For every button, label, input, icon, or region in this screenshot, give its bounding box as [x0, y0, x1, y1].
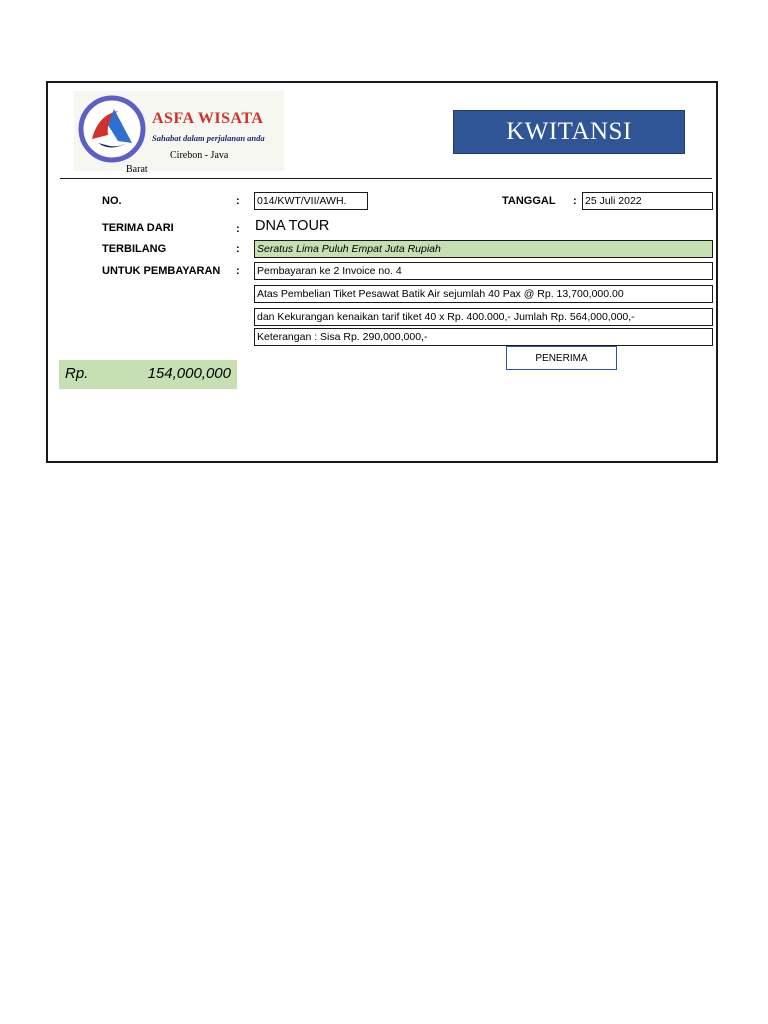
colon: : — [236, 243, 240, 255]
colon: : — [236, 265, 240, 277]
amount-box — [59, 360, 237, 389]
no-field[interactable]: 014/KWT/VII/AWH. — [254, 192, 368, 210]
colon: : — [236, 195, 240, 207]
tanggal-label: TANGGAL — [502, 195, 556, 207]
brand-region: Barat — [126, 164, 148, 175]
colon: : — [573, 195, 577, 207]
pembayaran-line-2[interactable]: Atas Pembelian Tiket Pesawat Batik Air sejumlah 40 Pax @ Rp. 13,700,000.00 — [254, 285, 713, 303]
terbilang-field[interactable]: Seratus Lima Puluh Empat Juta Rupiah — [254, 240, 713, 258]
tanggal-field[interactable]: 25 Juli 2022 — [582, 192, 713, 210]
brand-tagline: Sahabat dalam perjalanan anda — [152, 133, 265, 143]
brand-city: Cirebon - Java — [170, 150, 229, 161]
untuk-pembayaran-label: UNTUK PEMBAYARAN — [102, 265, 221, 277]
receipt-title: KWITANSI — [453, 110, 685, 154]
company-logo — [74, 91, 284, 175]
pembayaran-line-1[interactable]: Pembayaran ke 2 Invoice no. 4 — [254, 262, 713, 280]
colon: : — [236, 223, 240, 235]
terbilang-label: TERBILANG — [102, 243, 167, 255]
no-label: NO. — [102, 195, 122, 207]
penerima-box: PENERIMA — [506, 346, 617, 370]
amount-value: 154,000,000 — [147, 365, 231, 382]
brand-name: ASFA WISATA — [152, 110, 264, 127]
terima-dari-label: TERIMA DARI — [102, 222, 174, 234]
header-divider — [60, 178, 712, 179]
amount-currency: Rp. — [65, 365, 89, 382]
receipt-form — [46, 81, 718, 463]
asfa-logo-icon — [78, 95, 146, 163]
terima-dari-field[interactable]: DNA TOUR — [255, 218, 330, 234]
pembayaran-line-3[interactable]: dan Kekurangan kenaikan tarif tiket 40 x Rp. 400.000,- Jumlah Rp. 564,000,000,- — [254, 308, 713, 326]
keterangan-line[interactable]: Keterangan : Sisa Rp. 290,000,000,- — [254, 328, 713, 346]
